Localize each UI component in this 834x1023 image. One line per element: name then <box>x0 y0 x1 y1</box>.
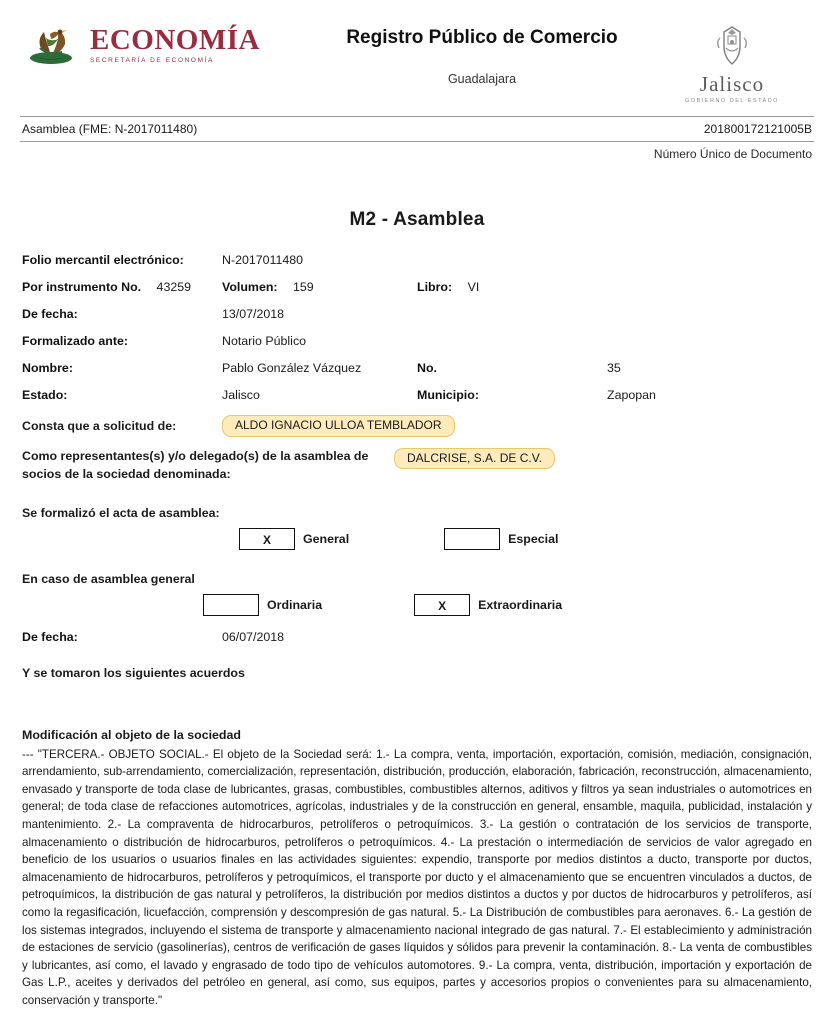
field-fecha-instrumento-label: De fecha: <box>22 307 78 321</box>
document-number-caption: Número Único de Documento <box>653 147 812 161</box>
checkbox-ordinaria-group[interactable] <box>203 594 322 616</box>
field-fecha-instrumento <box>22 307 812 321</box>
field-estado-value: Jalisco <box>222 388 260 402</box>
checkbox-general[interactable]: X <box>239 528 295 550</box>
checkbox-extraordinaria[interactable]: X <box>414 594 470 616</box>
field-formalizo-label: Se formalizó el acta de asamblea: <box>22 505 220 520</box>
jalisco-brand <box>652 22 812 104</box>
checkbox-especial-label: Especial <box>508 531 559 546</box>
field-estado <box>22 388 812 402</box>
field-volumen-value: 159 <box>292 280 314 294</box>
field-volumen-group <box>222 280 417 294</box>
acuerdos-section <box>20 728 814 1010</box>
mexican-eagle-icon <box>22 22 80 68</box>
document-city: Guadalajara <box>447 71 517 86</box>
field-fecha-instrumento-value: 13/07/2018 <box>222 307 285 321</box>
field-caso-label: En caso de asamblea general <box>22 571 195 586</box>
document-title-block <box>312 22 652 86</box>
checkbox-especial[interactable] <box>444 528 500 550</box>
field-nombre-label: Nombre: <box>22 361 73 375</box>
checkbox-general-group[interactable] <box>239 528 349 550</box>
document-number: 201800172121005B <box>703 122 812 136</box>
field-municipio-value: Zapopan <box>607 388 656 402</box>
form-fields <box>20 253 814 680</box>
field-folio <box>22 253 812 267</box>
field-estado-label: Estado: <box>22 388 68 402</box>
field-libro-label: Libro: <box>417 280 453 294</box>
asamblea-general-type-row <box>22 594 812 616</box>
field-formalizado-value: Notario Público <box>222 334 307 348</box>
checkbox-ordinaria-label: Ordinaria <box>267 597 323 612</box>
economia-brand <box>22 22 312 68</box>
field-formalizado <box>22 334 812 348</box>
field-nombre <box>22 361 812 375</box>
economia-wordmark <box>90 23 260 65</box>
field-fecha-asamblea <box>22 630 812 644</box>
field-folio-label: Folio mercantil electrónico: <box>22 253 184 267</box>
field-representante-label: Como representantes(s) y/o delegado(s) de la asamblea de socios de la sociedad denominada: <box>22 448 369 481</box>
document-id-bar <box>20 116 814 142</box>
field-representante <box>22 448 812 484</box>
field-no-value: 35 <box>607 361 621 375</box>
checkbox-extraordinaria-group[interactable] <box>414 594 562 616</box>
field-folio-value: N-2017011480 <box>222 253 304 267</box>
acuerdo-heading: Modificación al objeto de la sociedad <box>22 727 241 742</box>
field-fecha-asamblea-label: De fecha: <box>22 629 78 644</box>
field-instrumento-value: 43259 <box>156 280 192 294</box>
checkbox-extraordinaria-label: Extraordinaria <box>478 597 563 612</box>
field-volumen-label: Volumen: <box>222 280 278 294</box>
jalisco-subtitle: GOBIERNO DEL ESTADO <box>685 98 779 104</box>
field-formalizado-label: Formalizado ante: <box>22 334 129 348</box>
field-no-label: No. <box>417 361 437 375</box>
field-fecha-asamblea-value: 06/07/2018 <box>222 629 285 644</box>
checkbox-general-label: General <box>303 531 350 546</box>
asamblea-type-row <box>22 528 812 550</box>
economia-subtitle: SECRETARÍA DE ECONOMÍA <box>90 56 214 64</box>
economia-title: ECONOMÍA <box>90 23 260 56</box>
form-title: M2 - Asamblea <box>349 209 485 230</box>
field-libro-value: VI <box>467 280 480 294</box>
field-representante-value: DALCRISE, S.A. DE C.V. <box>394 448 555 470</box>
field-consta-value: ALDO IGNACIO ULLOA TEMBLADOR <box>222 415 455 437</box>
checkbox-especial-group[interactable] <box>444 528 558 550</box>
jalisco-crest-icon <box>652 24 812 70</box>
field-instrumento-label: Por instrumento No. <box>22 280 142 294</box>
acuerdo-text: --- "TERCERA.- OBJETO SOCIAL.- El objeto de la Sociedad será: 1.- La compra, venta, importación, exportación, comisión, mediación, consignación, arrendamiento, sub-arrendamiento, comercialización, representación, distribución, producción, elaboración, fabricación, reconstrucción, almacenamiento, envasado y transporte de toda clase de lubricantes, grasas, combustibles, combustibles alternos, aditivos y filtros ya sean industriales o automotrices en general; de toda clase de refacciones automotrices, agrícolas, industriales y de la construcción en general, ensamble, maquila, publicidad, instalación y mantenimiento. 2.- La compraventa de hidrocarburos, petrolíferos o petroquímicos. 3.- La gestión o contratación de los servicios de transporte, almacenamiento o distribución de hidrocarburos, petrolíferos o petroquímicos. 4.- La prestación o intermediación de servicios de valor agregado en beneficio de los usuarios o usuarios finales en las actividades siguientes: expendio, transporte por medios distintos a ducto, transporte por ductos, almacenamiento de hidrocarburos, petrolíferos y petroquímicos, el transporte por ducto y el almacenamiento que se encuentren vinculados a ductos, de petroquímicos, la distribución de gas natural y petrolíferos, la distribución por medios distintos a ductos y por ductos de hidrocarburos y petrolíferos, así como la regasificación, licuefacción, comprensión y descompresión de gas natural. 5.- La Distribución de combustibles para aeronaves. 6.- La gestión de los sistemas integrados, incluyendo el sistema de transporte y almacenamiento nacional integrado de gas natural. 7.- El establecimiento y administración de estaciones de servicio (gasolinerías), centros de verificación de gases líquidos y sólidos para prevenir la contaminación. 8.- La venta de combustibles y lubricantes, así como, el lavado y engrasado de todo tipo de vehículos automotores. 9.- La compra, venta, distribución, importación y exportación de Gas L.P., aceites y derivados del petróleo en general, así como, sus equipos, partes y accesorios propios o convenientes para su almacenamiento, conservación y transporte." <box>22 747 812 1008</box>
field-instrumento <box>22 280 812 294</box>
document-header <box>20 18 814 104</box>
field-consta <box>22 415 812 437</box>
field-consta-label: Consta que a solicitud de: <box>22 418 177 433</box>
field-municipio-label: Municipio: <box>417 388 479 402</box>
field-nombre-value: Pablo González Vázquez <box>222 361 362 375</box>
page-title: Registro Público de Comercio <box>346 27 618 48</box>
field-libro-group <box>417 280 812 294</box>
checkbox-ordinaria[interactable] <box>203 594 259 616</box>
jalisco-name: Jalisco <box>699 72 765 96</box>
acuerdos-label: Y se tomaron los siguientes acuerdos <box>22 665 245 680</box>
field-instrumento-group <box>22 280 222 294</box>
fme-reference: Asamblea (FME: N-2017011480) <box>22 122 198 136</box>
